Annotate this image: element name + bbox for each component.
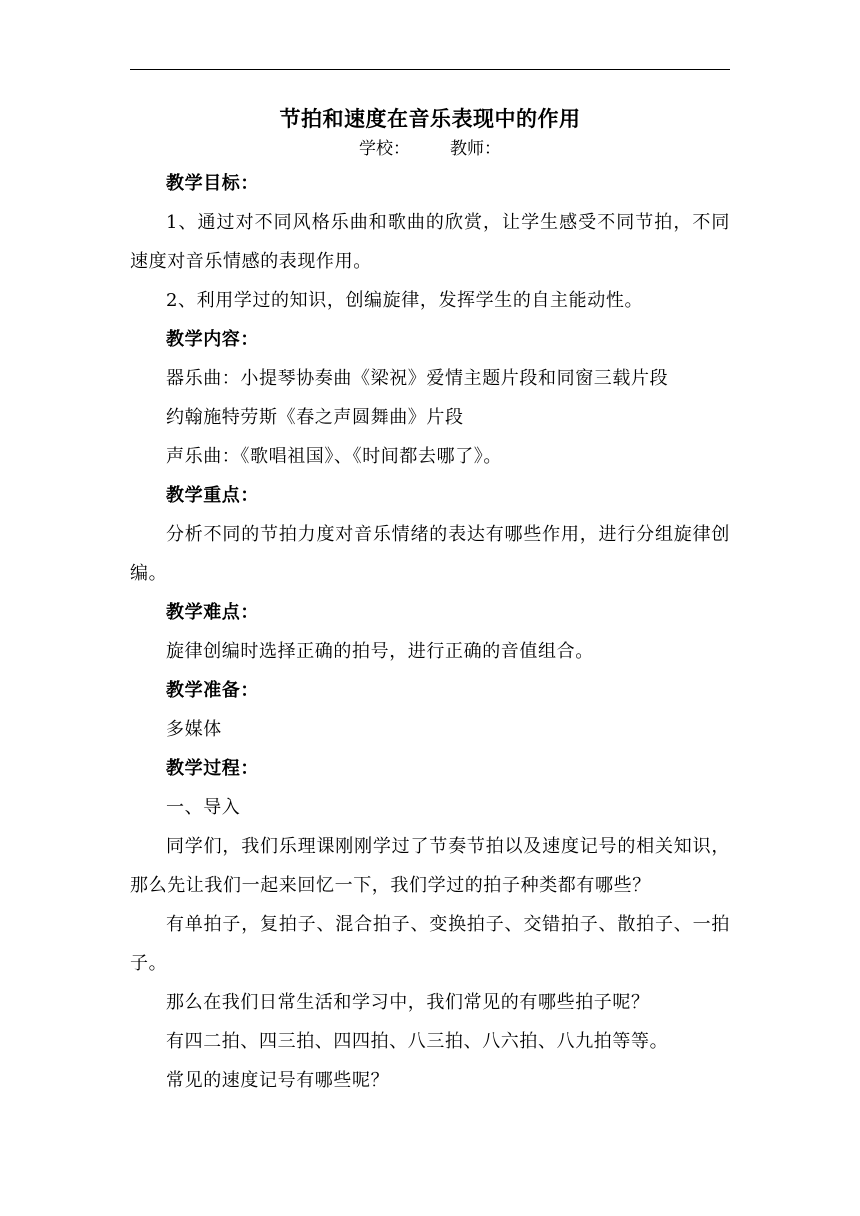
teacher-label: 教师：: [450, 139, 501, 159]
body-paragraph: 多媒体: [166, 719, 222, 740]
section-heading: 教学重点：: [166, 485, 259, 506]
body-paragraph: 旋律创编时选择正确的拍号，进行正确的音值组合。: [166, 641, 594, 662]
body-paragraph: 一、导入: [166, 797, 241, 818]
body-paragraph: 常见的速度记号有哪些呢？: [166, 1070, 390, 1091]
section-heading: 教学目标：: [166, 173, 259, 194]
section-heading: 教学过程：: [166, 758, 259, 779]
school-label: 学校：: [359, 139, 410, 159]
body-paragraph: 声乐曲：《歌唱祖国》、《时间都去哪了》。: [166, 446, 502, 467]
document-title: 节拍和速度在音乐表现中的作用: [279, 106, 581, 131]
header-rule: [130, 69, 730, 70]
section-heading: 教学内容：: [166, 329, 259, 350]
body-paragraph: 器乐曲：小提琴协奏曲《梁祝》爱情主题片段和同窗三载片段: [166, 368, 669, 389]
body-paragraph: 有四二拍、四三拍、四四拍、八三拍、八六拍、八九拍等等。: [166, 1031, 669, 1052]
document-body: [130, 100, 730, 1100]
body-paragraph: 同学们，我们乐理课刚刚学过了节奏节拍以及速度记号的相关知识，那么先让我们一起来回忆一下，我们学过的拍子种类都有哪些？: [130, 836, 730, 896]
body-paragraph: 1、通过对不同风格乐曲和歌曲的欣赏，让学生感受不同节拍，不同速度对音乐情感的表现作用。: [130, 212, 730, 272]
school-teacher-line: [130, 138, 730, 160]
body-paragraph: 有单拍子，复拍子、混合拍子、变换拍子、交错拍子、散拍子、一拍子。: [130, 914, 730, 974]
body-paragraph: 约翰施特劳斯《春之声圆舞曲》片段: [166, 407, 464, 428]
paragraph-list: [130, 164, 730, 1100]
body-paragraph: 2、利用学过的知识，创编旋律，发挥学生的自主能动性。: [166, 290, 644, 311]
section-heading: 教学准备：: [166, 680, 259, 701]
body-paragraph: 分析不同的节拍力度对音乐情绪的表达有哪些作用，进行分组旋律创编。: [130, 524, 730, 584]
section-heading: 教学难点：: [166, 602, 259, 623]
body-paragraph: 那么在我们日常生活和学习中，我们常见的有哪些拍子呢？: [166, 992, 650, 1013]
